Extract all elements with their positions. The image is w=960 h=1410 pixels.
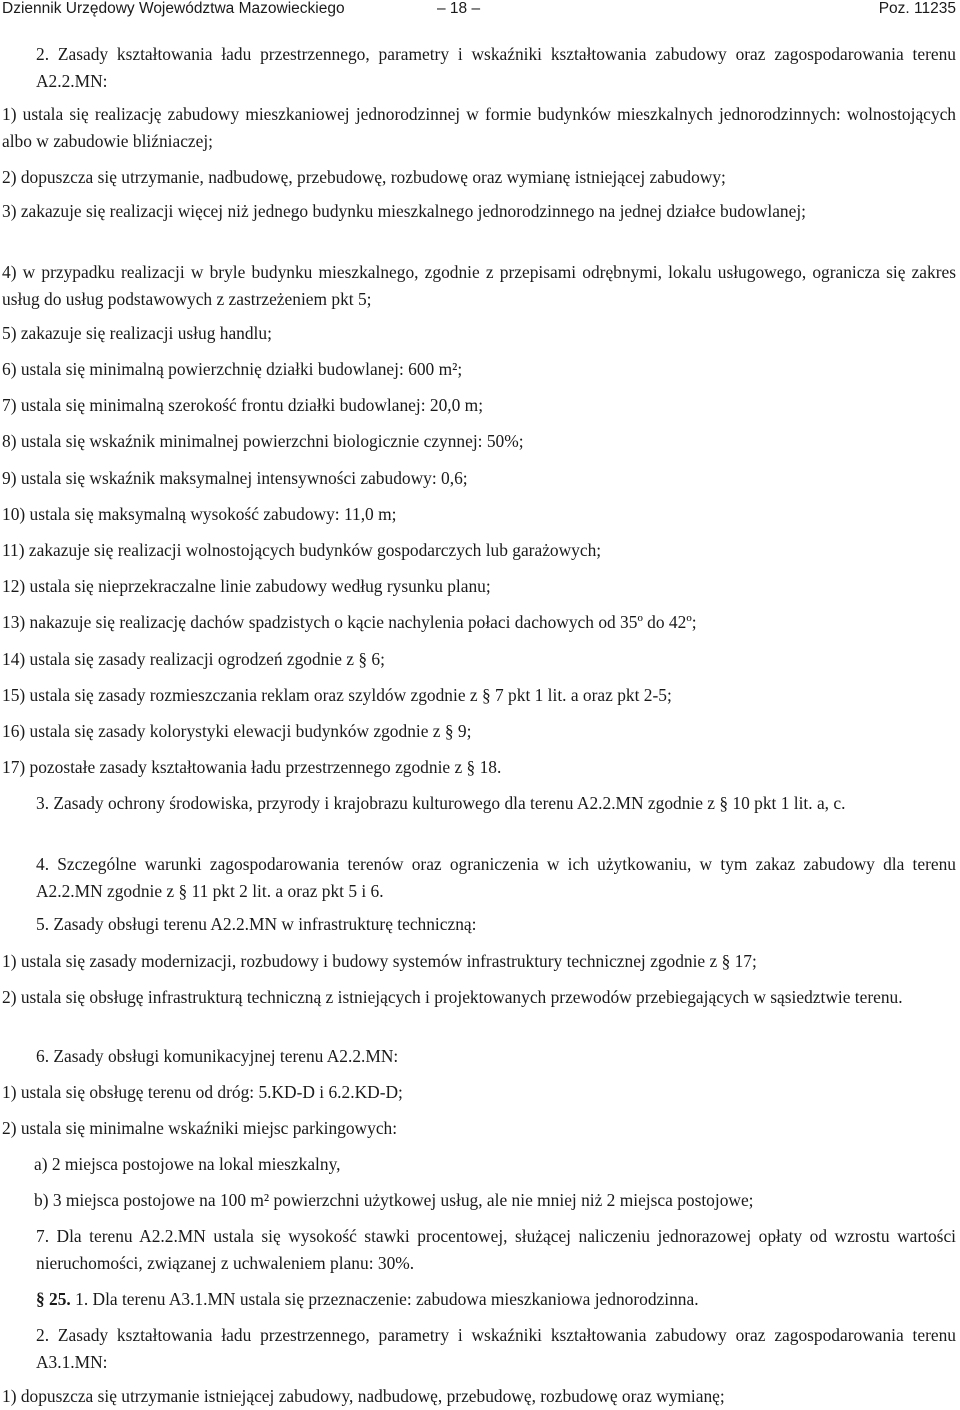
sub-list-item: b) 3 miejsca postojowe na 100 m² powierzchni użytkowej usług, ale nie mniej niż 2 miejsca postojowe; (34, 1190, 754, 1210)
list-item: 5) zakazuje się realizacji usług handlu; (2, 323, 272, 343)
list-item: 2) ustala się obsługę infrastrukturą techniczną z istniejących i projektowanych przewodów przebiegających w sąsiedztwie terenu. (2, 987, 903, 1007)
list-item: 1) ustala się realizację zabudowy mieszkaniowej jednorodzinnej w formie budynków mieszkalnych jednorodzinnych: wolnostojących albo w zabudowie bliźniaczej; (2, 104, 956, 151)
list-item: 11) zakazuje się realizacji wolnostojących budynków gospodarczych lub garażowych; (2, 540, 602, 560)
list-item: 7) ustala się minimalną szerokość frontu działki budowlanej: 20,0 m; (2, 395, 484, 415)
page-header (2, 0, 956, 20)
section-4: 4. Szczególne warunki zagospodarowania terenów oraz ograniczenia w ich użytkowaniu, w tym zakaz zabudowy dla terenu A2.2.MN zgodnie z § 11 pkt 2 lit. a oraz pkt 5 i 6. (36, 854, 956, 901)
list-item: 2) dopuszcza się utrzymanie, nadbudowę, przebudowę, rozbudowę oraz wymianę istniejącej zabudowy; (2, 167, 726, 187)
list-item: 1) ustala się obsługę terenu od dróg: 5.KD-D i 6.2.KD-D; (2, 1082, 403, 1102)
list-item: 10) ustala się maksymalną wysokość zabudowy: 11,0 m; (2, 504, 397, 524)
list-item: 9) ustala się wskaźnik maksymalnej intensywności zabudowy: 0,6; (2, 468, 468, 488)
list-item: 4) w przypadku realizacji w bryle budynku mieszkalnego, zgodnie z przepisami odrębnymi, lokalu usługowego, ogranicza się zakres usług do usług podstawowych z zastrzeżeniem pkt 5; (2, 262, 956, 309)
journal-title: Dziennik Urzędowy Województwa Mazowieckiego (2, 0, 345, 17)
section-6-title: 6. Zasady obsługi komunikacyjnej terenu A2.2.MN: (36, 1046, 399, 1066)
list-item: 17) pozostałe zasady kształtowania ładu przestrzennego zgodnie z § 18. (2, 757, 502, 777)
section-2-title: 2. Zasady kształtowania ładu przestrzennego, parametry i wskaźniki kształtowania zabudowy oraz zagospodarowania terenu A2.2.MN: (36, 44, 956, 91)
list-item: 15) ustala się zasady rozmieszczania reklam oraz szyldów zgodnie z § 7 pkt 1 lit. a oraz pkt 2-5; (2, 685, 672, 705)
list-item: 2) ustala się minimalne wskaźniki miejsc parkingowych: (2, 1118, 398, 1138)
list-item: 16) ustala się zasady kolorystyki elewacji budynków zgodnie z § 9; (2, 721, 472, 741)
section-5-title: 5. Zasady obsługi terenu A2.2.MN w infrastrukturę techniczną: (36, 914, 477, 934)
list-item: 3) zakazuje się realizacji więcej niż jednego budynku mieszkalnego jednorodzinnego na jednej działce budowlanej; (2, 201, 806, 221)
paragraph-25-number: § 25. (36, 1289, 71, 1309)
list-item: 8) ustala się wskaźnik minimalnej powierzchni biologicznie czynnej: 50%; (2, 431, 524, 451)
paragraph-25-text: 1. Dla terenu A3.1.MN ustala się przeznaczenie: zabudowa mieszkaniowa jednorodzinna. (70, 1289, 699, 1309)
list-item: 13) nakazuje się realizację dachów spadzistych o kącie nachylenia połaci dachowych od 35º do 42º; (2, 612, 697, 632)
list-item: 6) ustala się minimalną powierzchnię działki budowlanej: 600 m²; (2, 359, 463, 379)
list-item: 1) dopuszcza się utrzymanie istniejącej zabudowy, nadbudowę, przebudowę, rozbudowę oraz wymianę; (2, 1386, 725, 1406)
position-number: Poz. 11235 (878, 0, 956, 17)
list-item: 12) ustala się nieprzekraczalne linie zabudowy według rysunku planu; (2, 576, 491, 596)
list-item: 14) ustala się zasady realizacji ogrodzeń zgodnie z § 6; (2, 649, 385, 669)
section-3: 3. Zasady ochrony środowiska, przyrody i krajobrazu kulturowego dla terenu A2.2.MN zgodnie z § 10 pkt 1 lit. a, c. (36, 793, 846, 813)
section-7: 7. Dla terenu A2.2.MN ustala się wysokość stawki procentowej, służącej naliczeniu jednorazowej opłaty od wzrostu wartości nieruchomości, związanej z uchwaleniem planu: 30%. (36, 1226, 956, 1273)
paragraph-25-section-2: 2. Zasady kształtowania ładu przestrzennego, parametry i wskaźniki kształtowania zabudowy oraz zagospodarowania terenu A3.1.MN: (36, 1325, 956, 1372)
sub-list-item: a) 2 miejsca postojowe na lokal mieszkalny, (34, 1154, 341, 1174)
paragraph-25 (2, 1286, 956, 1313)
page-number: – 18 – (437, 0, 481, 17)
list-item: 1) ustala się zasady modernizacji, rozbudowy i budowy systemów infrastruktury technicznej zgodnie z § 17; (2, 951, 757, 971)
